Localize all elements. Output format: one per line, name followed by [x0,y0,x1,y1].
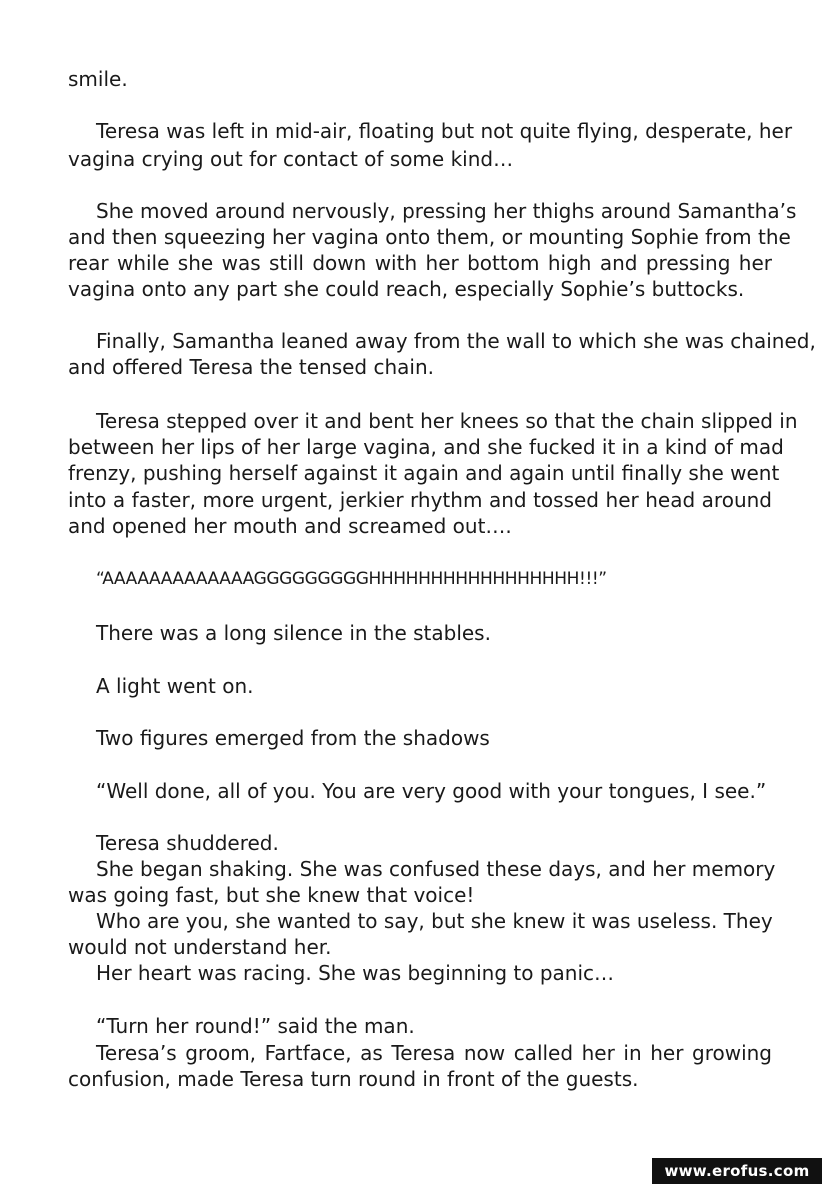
scream-line: “AAAAAAAAAAAAAGGGGGGGGGHHHHHHHHHHHHHHHHH!!!” [96,569,607,589]
text-line: Teresa’s groom, Fartface, as Teresa now called her in her growing [96,1041,772,1065]
text-line: She began shaking. She was confused these days, and her memory [96,857,776,881]
text-line: “Turn her round!” said the man. [96,1014,415,1038]
text-line: frenzy, pushing herself against it again and again until finally she went [68,461,780,485]
text-line: and offered Teresa the tensed chain. [68,355,434,379]
text-line: into a faster, more urgent, jerkier rhythm and tossed her head around [68,488,772,512]
text-line: A light went on. [96,674,254,698]
text-line: Who are you, she wanted to say, but she knew it was useless. They [96,909,773,933]
text-line: Teresa was left in mid-air, floating but not quite flying, desperate, her [96,119,793,143]
text-line: Teresa shuddered. [96,831,279,855]
text-line: between her lips of her large vagina, and she fucked it in a kind of mad [68,435,784,459]
text-line: vagina crying out for contact of some kind… [68,147,514,171]
text-line: and then squeezing her vagina onto them, or mounting Sophie from the [68,225,791,249]
text-line: She moved around nervously, pressing her thighs around Samantha’s [96,199,797,223]
text-line: Her heart was racing. She was beginning to panic… [96,961,615,985]
text-line: There was a long silence in the stables. [96,621,491,645]
text-line: smile. [68,67,128,91]
watermark-badge: www.erofus.com [652,1158,822,1184]
text-line: would not understand her. [68,935,332,959]
text-line: was going fast, but she knew that voice! [68,883,475,907]
text-line: “Well done, all of you. You are very good with your tongues, I see.” [96,779,767,803]
text-line: Two figures emerged from the shadows [96,726,490,750]
text-line: confusion, made Teresa turn round in front of the guests. [68,1067,639,1091]
text-line: vagina onto any part she could reach, especially Sophie’s buttocks. [68,277,745,301]
text-line: Finally, Samantha leaned away from the wall to which she was chained, [96,329,816,353]
text-line: rear while she was still down with her bottom high and pressing her [68,251,772,275]
text-line: Teresa stepped over it and bent her knees so that the chain slipped in [96,409,798,433]
text-line: and opened her mouth and screamed out…. [68,514,512,538]
